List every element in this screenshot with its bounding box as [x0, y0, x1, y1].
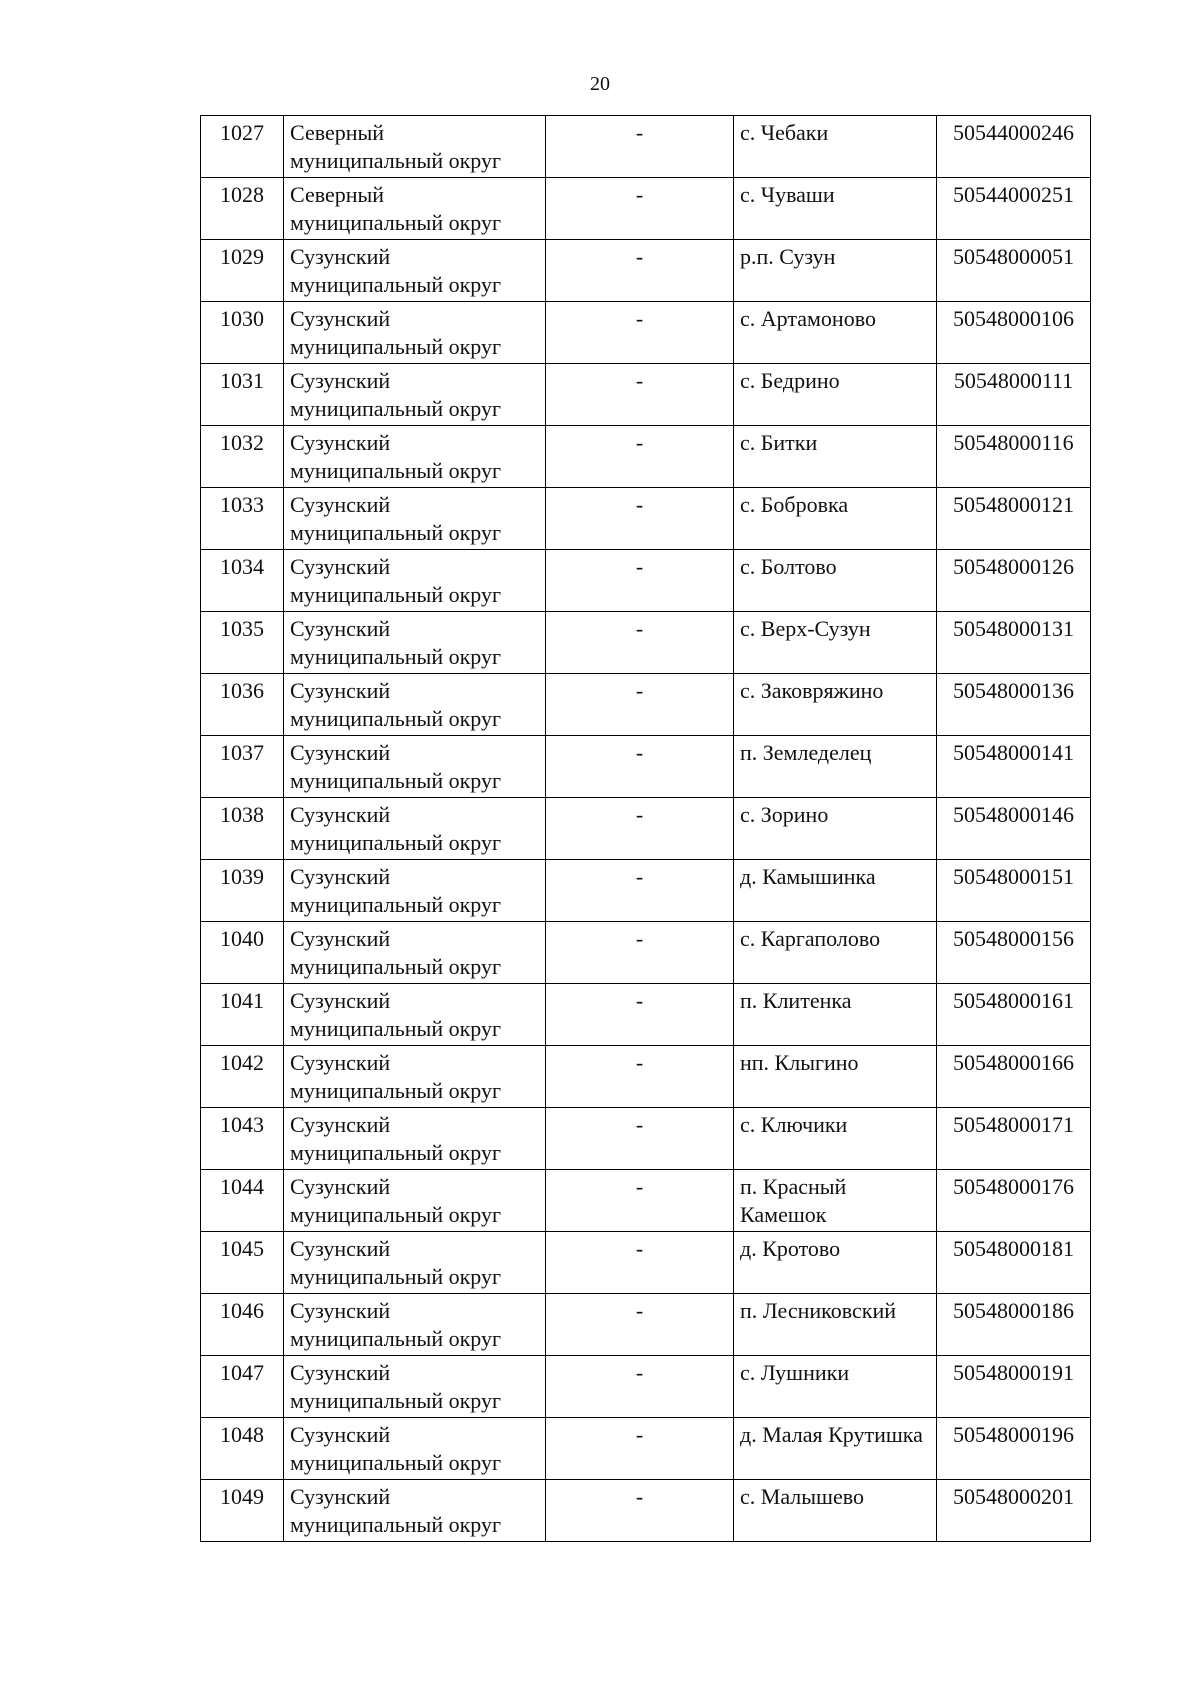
- locality-name: п. Красный Камешок: [734, 1170, 937, 1232]
- table-row: [201, 798, 1091, 860]
- empty-value-dash: -: [546, 240, 734, 302]
- locality-name: с. Заковряжино: [734, 674, 937, 736]
- oktmo-code: 50548000131: [937, 612, 1091, 674]
- table-row: [201, 860, 1091, 922]
- locality-name: с. Артамоново: [734, 302, 937, 364]
- oktmo-code: 50544000246: [937, 116, 1091, 178]
- table-row: [201, 612, 1091, 674]
- empty-value-dash: -: [546, 116, 734, 178]
- empty-value-dash: -: [546, 1046, 734, 1108]
- locality-name: с. Чебаки: [734, 116, 937, 178]
- oktmo-code: 50548000191: [937, 1356, 1091, 1418]
- table-row: [201, 1294, 1091, 1356]
- locality-name: с. Лушники: [734, 1356, 937, 1418]
- empty-value-dash: -: [546, 178, 734, 240]
- row-number: 1035: [201, 612, 284, 674]
- row-number: 1047: [201, 1356, 284, 1418]
- locality-name: с. Малышево: [734, 1480, 937, 1542]
- locality-name: с. Чуваши: [734, 178, 937, 240]
- oktmo-code: 50548000161: [937, 984, 1091, 1046]
- row-number: 1046: [201, 1294, 284, 1356]
- empty-value-dash: -: [546, 674, 734, 736]
- locality-name: п. Клитенка: [734, 984, 937, 1046]
- table-row: [201, 488, 1091, 550]
- district-name: Сузунский муниципальный округ: [284, 1294, 546, 1356]
- oktmo-code: 50548000196: [937, 1418, 1091, 1480]
- district-name: Сузунский муниципальный округ: [284, 1108, 546, 1170]
- locality-name: с. Бобровка: [734, 488, 937, 550]
- empty-value-dash: -: [546, 1356, 734, 1418]
- row-number: 1033: [201, 488, 284, 550]
- empty-value-dash: -: [546, 984, 734, 1046]
- locality-name: д. Кротово: [734, 1232, 937, 1294]
- table-row: [201, 550, 1091, 612]
- locality-name: с. Каргаполово: [734, 922, 937, 984]
- row-number: 1030: [201, 302, 284, 364]
- table-row: [201, 178, 1091, 240]
- table-row: [201, 736, 1091, 798]
- empty-value-dash: -: [546, 860, 734, 922]
- district-name: Сузунский муниципальный округ: [284, 302, 546, 364]
- table-row: [201, 1480, 1091, 1542]
- district-name: Сузунский муниципальный округ: [284, 1170, 546, 1232]
- empty-value-dash: -: [546, 488, 734, 550]
- row-number: 1037: [201, 736, 284, 798]
- district-name: Сузунский муниципальный округ: [284, 426, 546, 488]
- table-row: [201, 1046, 1091, 1108]
- empty-value-dash: -: [546, 798, 734, 860]
- table-row: [201, 426, 1091, 488]
- oktmo-code: 50548000166: [937, 1046, 1091, 1108]
- row-number: 1038: [201, 798, 284, 860]
- page-number: 20: [590, 73, 610, 95]
- table-body: [201, 116, 1091, 1542]
- row-number: 1028: [201, 178, 284, 240]
- row-number: 1043: [201, 1108, 284, 1170]
- district-name: Сузунский муниципальный округ: [284, 550, 546, 612]
- empty-value-dash: -: [546, 1294, 734, 1356]
- row-number: 1049: [201, 1480, 284, 1542]
- district-name: Северный муниципальный округ: [284, 116, 546, 178]
- empty-value-dash: -: [546, 550, 734, 612]
- row-number: 1042: [201, 1046, 284, 1108]
- district-name: Сузунский муниципальный округ: [284, 488, 546, 550]
- row-number: 1031: [201, 364, 284, 426]
- table-row: [201, 1170, 1091, 1232]
- locality-name: п. Лесниковский: [734, 1294, 937, 1356]
- row-number: 1032: [201, 426, 284, 488]
- locality-name: с. Ключики: [734, 1108, 937, 1170]
- table-row: [201, 1108, 1091, 1170]
- row-number: 1034: [201, 550, 284, 612]
- oktmo-code: 50548000126: [937, 550, 1091, 612]
- district-name: Сузунский муниципальный округ: [284, 612, 546, 674]
- locality-name: п. Земледелец: [734, 736, 937, 798]
- row-number: 1029: [201, 240, 284, 302]
- oktmo-code: 50548000171: [937, 1108, 1091, 1170]
- locality-name: р.п. Сузун: [734, 240, 937, 302]
- district-name: Северный муниципальный округ: [284, 178, 546, 240]
- empty-value-dash: -: [546, 364, 734, 426]
- oktmo-code: 50544000251: [937, 178, 1091, 240]
- row-number: 1036: [201, 674, 284, 736]
- district-name: Сузунский муниципальный округ: [284, 1480, 546, 1542]
- table-row: [201, 364, 1091, 426]
- empty-value-dash: -: [546, 1232, 734, 1294]
- oktmo-code: 50548000186: [937, 1294, 1091, 1356]
- oktmo-code: 50548000181: [937, 1232, 1091, 1294]
- row-number: 1048: [201, 1418, 284, 1480]
- table-row: [201, 984, 1091, 1046]
- table-row: [201, 1356, 1091, 1418]
- row-number: 1027: [201, 116, 284, 178]
- row-number: 1041: [201, 984, 284, 1046]
- empty-value-dash: -: [546, 922, 734, 984]
- district-name: Сузунский муниципальный округ: [284, 798, 546, 860]
- district-name: Сузунский муниципальный округ: [284, 922, 546, 984]
- district-name: Сузунский муниципальный округ: [284, 860, 546, 922]
- locality-name: с. Бедрино: [734, 364, 937, 426]
- locality-name: с. Зорино: [734, 798, 937, 860]
- row-number: 1040: [201, 922, 284, 984]
- district-name: Сузунский муниципальный округ: [284, 1418, 546, 1480]
- oktmo-code: 50548000146: [937, 798, 1091, 860]
- oktmo-code: 50548000121: [937, 488, 1091, 550]
- district-name: Сузунский муниципальный округ: [284, 674, 546, 736]
- district-name: Сузунский муниципальный округ: [284, 240, 546, 302]
- district-name: Сузунский муниципальный округ: [284, 1046, 546, 1108]
- settlements-table: [200, 115, 1091, 1542]
- empty-value-dash: -: [546, 1170, 734, 1232]
- locality-name: д. Малая Крутишка: [734, 1418, 937, 1480]
- oktmo-code: 50548000141: [937, 736, 1091, 798]
- table-row: [201, 302, 1091, 364]
- locality-name: с. Болтово: [734, 550, 937, 612]
- table-row: [201, 1418, 1091, 1480]
- row-number: 1039: [201, 860, 284, 922]
- oktmo-code: 50548000151: [937, 860, 1091, 922]
- locality-name: нп. Клыгино: [734, 1046, 937, 1108]
- empty-value-dash: -: [546, 612, 734, 674]
- oktmo-code: 50548000111: [937, 364, 1091, 426]
- empty-value-dash: -: [546, 1480, 734, 1542]
- table-row: [201, 674, 1091, 736]
- table-row: [201, 240, 1091, 302]
- table-row: [201, 1232, 1091, 1294]
- empty-value-dash: -: [546, 1418, 734, 1480]
- empty-value-dash: -: [546, 302, 734, 364]
- district-name: Сузунский муниципальный округ: [284, 1356, 546, 1418]
- locality-name: с. Верх-Сузун: [734, 612, 937, 674]
- oktmo-code: 50548000136: [937, 674, 1091, 736]
- locality-name: д. Камышинка: [734, 860, 937, 922]
- table-row: [201, 922, 1091, 984]
- district-name: Сузунский муниципальный округ: [284, 364, 546, 426]
- oktmo-code: 50548000106: [937, 302, 1091, 364]
- row-number: 1044: [201, 1170, 284, 1232]
- district-name: Сузунский муниципальный округ: [284, 984, 546, 1046]
- table-row: [201, 116, 1091, 178]
- oktmo-code: 50548000176: [937, 1170, 1091, 1232]
- oktmo-code: 50548000116: [937, 426, 1091, 488]
- oktmo-code: 50548000156: [937, 922, 1091, 984]
- locality-name: с. Битки: [734, 426, 937, 488]
- oktmo-code: 50548000201: [937, 1480, 1091, 1542]
- empty-value-dash: -: [546, 736, 734, 798]
- district-name: Сузунский муниципальный округ: [284, 736, 546, 798]
- row-number: 1045: [201, 1232, 284, 1294]
- empty-value-dash: -: [546, 1108, 734, 1170]
- oktmo-code: 50548000051: [937, 240, 1091, 302]
- district-name: Сузунский муниципальный округ: [284, 1232, 546, 1294]
- empty-value-dash: -: [546, 426, 734, 488]
